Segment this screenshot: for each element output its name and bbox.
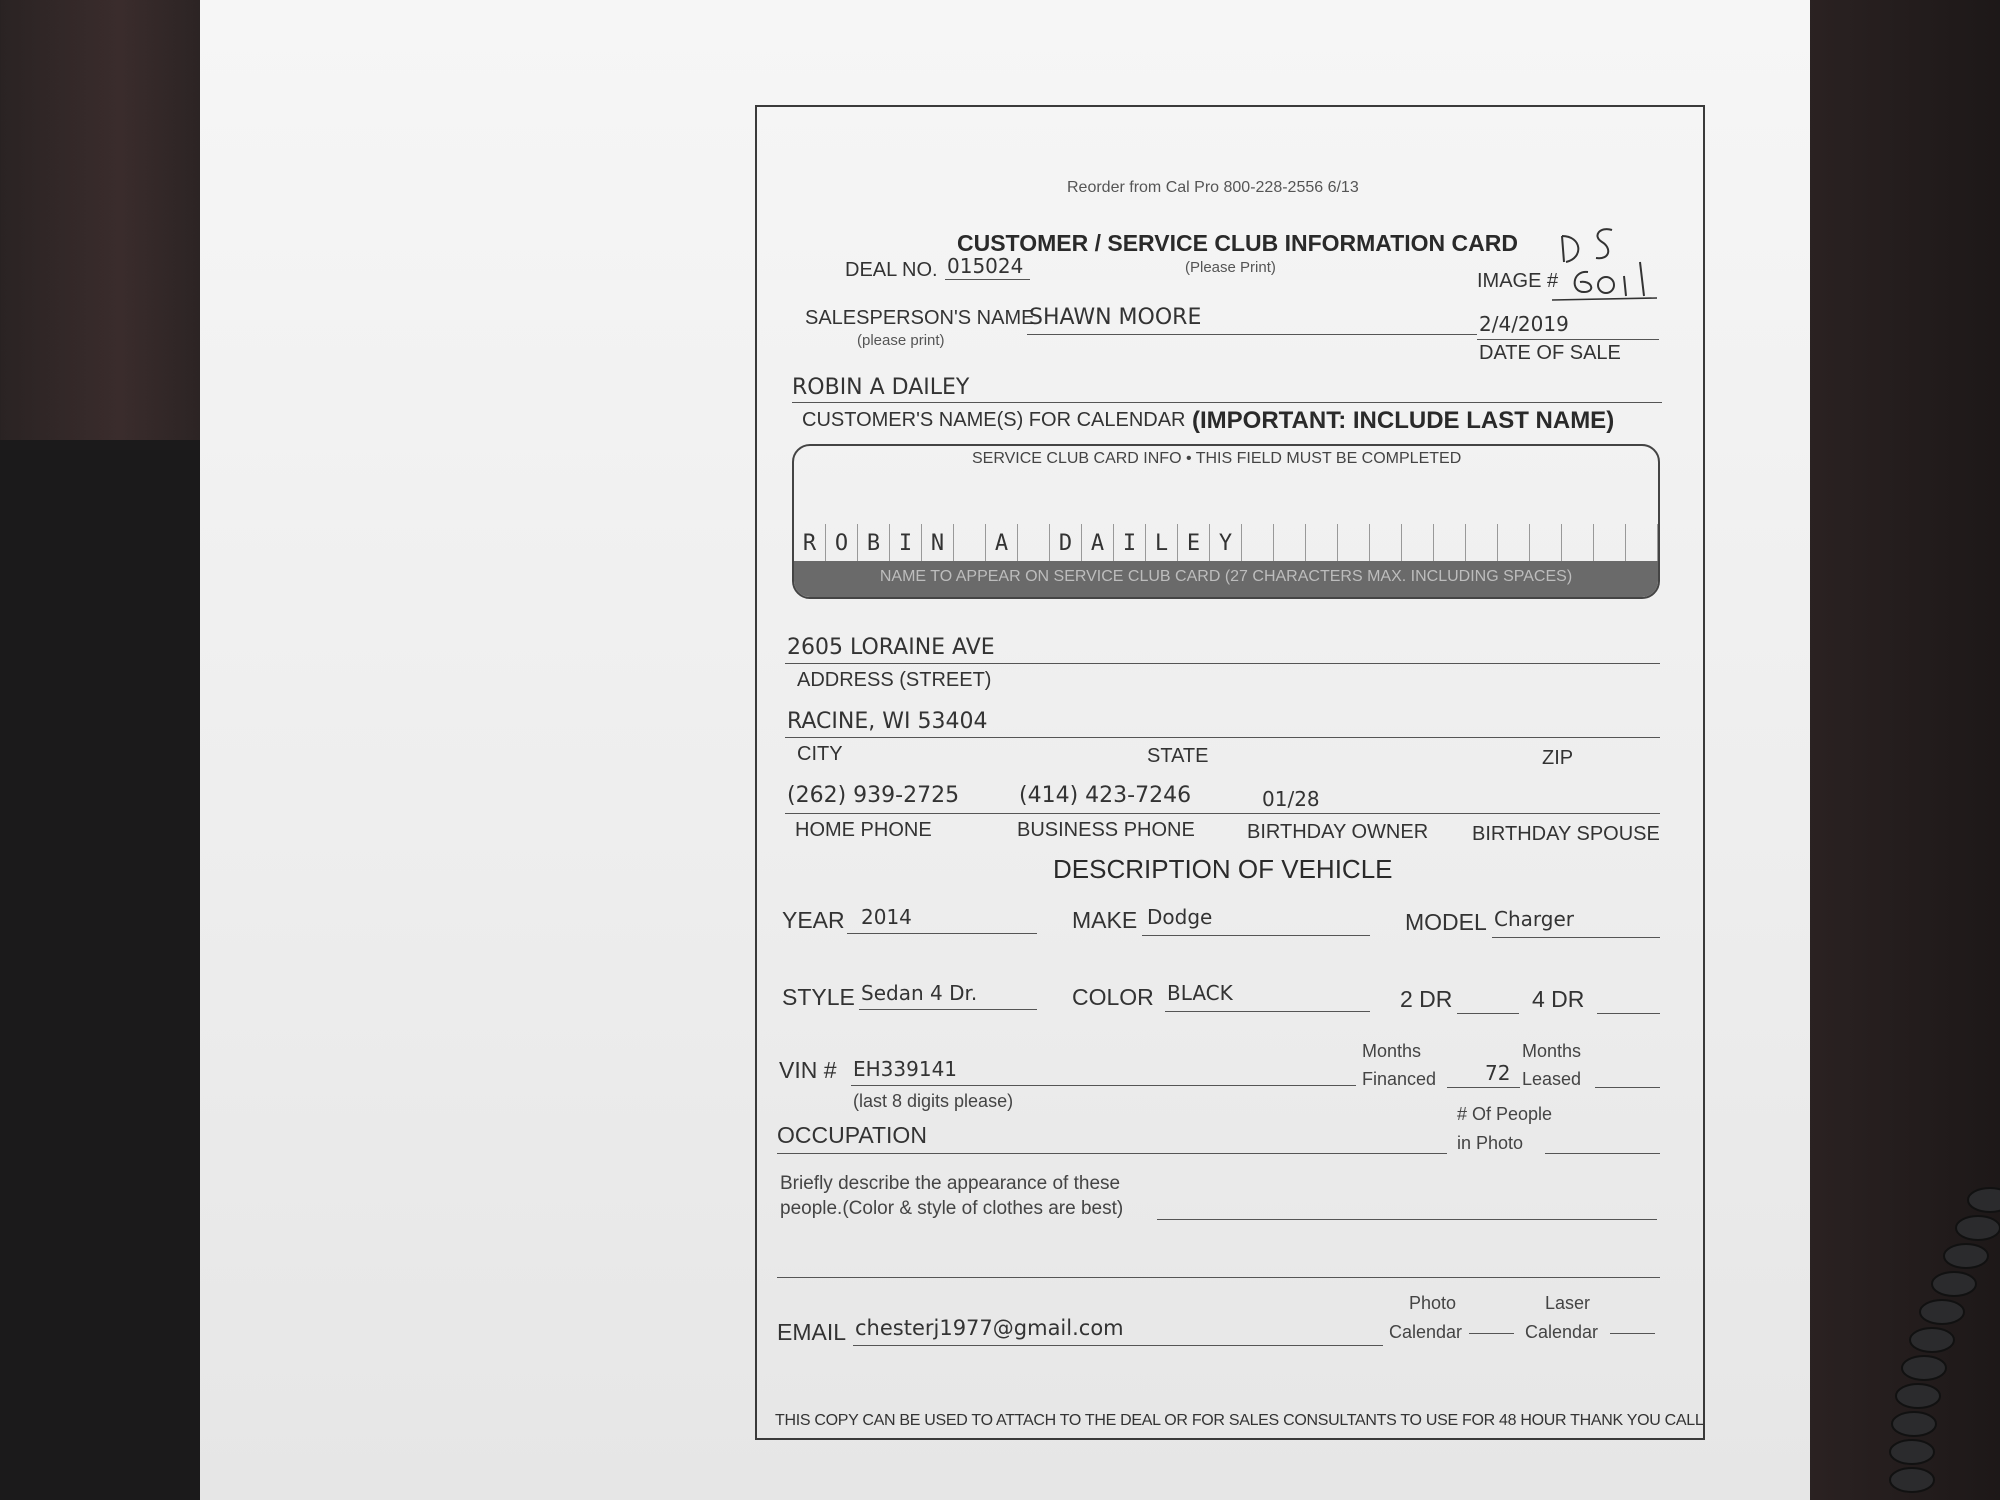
- people-in-photo-bottom: in Photo: [1457, 1133, 1524, 1153]
- customer-name-value: ROBIN A DAILEY: [792, 375, 970, 400]
- card-letter-cell: [1306, 524, 1338, 564]
- service-club-card-box: [792, 444, 1660, 599]
- home-phone-label: HOME PHONE: [795, 819, 932, 841]
- card-letter-cell: B: [858, 524, 890, 564]
- card-letter-cell: [1402, 524, 1434, 564]
- birthday-spouse-label: BIRTHDAY SPOUSE: [1472, 823, 1660, 845]
- card-letter-cell: [1434, 524, 1466, 564]
- address-value: 2605 LORAINE AVE: [787, 635, 995, 660]
- business-phone-label: BUSINESS PHONE: [1017, 819, 1195, 841]
- date-of-sale-label: DATE OF SALE: [1479, 342, 1621, 364]
- vin-sub-label: (last 8 digits please): [853, 1091, 1014, 1111]
- card-letter-cell: [1498, 524, 1530, 564]
- occupation-label: OCCUPATION: [777, 1122, 927, 1148]
- photo-calendar-top: Photo: [1409, 1293, 1457, 1313]
- vehicle-heading: DESCRIPTION OF VEHICLE: [1053, 854, 1393, 884]
- card-letter-cell: Y: [1210, 524, 1242, 564]
- card-letter-cell: [1562, 524, 1594, 564]
- style-label: STYLE: [782, 984, 855, 1010]
- handwritten-image-number: [1552, 222, 1662, 302]
- year-value: 2014: [861, 905, 912, 929]
- card-letter-cell: A: [1082, 524, 1114, 564]
- card-letter-cell: [1242, 524, 1274, 564]
- zip-label: ZIP: [1542, 747, 1574, 769]
- card-letter-cell: [1466, 524, 1498, 564]
- card-name-letter-grid: [794, 524, 1658, 564]
- months-financed-value: 72: [1485, 1061, 1511, 1085]
- card-letter-cell: [1274, 524, 1306, 564]
- please-print-note: (Please Print): [1185, 259, 1276, 276]
- months-leased-top: Months: [1522, 1041, 1582, 1061]
- service-club-card-header: SERVICE CLUB CARD INFO • THIS FIELD MUST BE COMPLETED: [972, 450, 1462, 467]
- card-letter-cell: I: [890, 524, 922, 564]
- paper-sheet: [200, 0, 1810, 1500]
- salesperson-sub-label: (please print): [857, 332, 945, 349]
- business-phone-value: (414) 423-7246: [1019, 783, 1192, 808]
- city-state-zip-value: RACINE, WI 53404: [787, 709, 988, 734]
- four-door-label: 4 DR: [1532, 986, 1585, 1012]
- make-value: Dodge: [1147, 905, 1213, 929]
- style-value: Sedan 4 Dr.: [861, 981, 978, 1005]
- salesperson-value: SHAWN MOORE: [1029, 305, 1202, 330]
- laser-calendar-bottom: Calendar: [1525, 1322, 1599, 1342]
- birthday-owner-value: 01/28: [1262, 787, 1320, 811]
- form-footer-note: THIS COPY CAN BE USED TO ATTACH TO THE DEAL OR FOR SALES CONSULTANTS TO USE FOR 48 HOUR THANK YOU CALL: [775, 1412, 1704, 1429]
- card-footer-bar: [794, 561, 1658, 597]
- home-phone-value: (262) 939-2725: [787, 783, 960, 808]
- date-of-sale-value: 2/4/2019: [1479, 312, 1569, 336]
- vin-value: EH339141: [853, 1057, 958, 1081]
- desk-background: [0, 440, 215, 1500]
- year-label: YEAR: [782, 907, 845, 933]
- customer-info-card-form: [755, 105, 1705, 1440]
- email-value: chesterj1977@gmail.com: [855, 1316, 1124, 1340]
- card-letter-cell: N: [922, 524, 954, 564]
- card-letter-cell: R: [794, 524, 826, 564]
- model-value: Charger: [1494, 907, 1574, 931]
- birthday-owner-label: BIRTHDAY OWNER: [1247, 821, 1429, 843]
- months-financed-bottom: Financed: [1362, 1069, 1437, 1089]
- two-door-label: 2 DR: [1400, 986, 1453, 1012]
- deal-no-label: DEAL NO.: [845, 259, 938, 281]
- color-value: BLACK: [1167, 981, 1233, 1005]
- card-letter-cell: [1626, 524, 1658, 564]
- card-letter-cell: [1594, 524, 1626, 564]
- card-letter-cell: [954, 524, 986, 564]
- vin-label: VIN #: [779, 1057, 837, 1083]
- reorder-text: Reorder from Cal Pro 800-228-2556 6/13: [1067, 179, 1359, 196]
- card-letter-cell: D: [1050, 524, 1082, 564]
- card-letter-cell: E: [1178, 524, 1210, 564]
- card-letter-cell: [1338, 524, 1370, 564]
- laser-calendar-top: Laser: [1545, 1293, 1591, 1313]
- people-in-photo-top: # Of People: [1457, 1104, 1553, 1124]
- card-letter-cell: [1018, 524, 1050, 564]
- describe-line-1: Briefly describe the appearance of these: [780, 1173, 1121, 1194]
- months-leased-bottom: Leased: [1522, 1069, 1582, 1089]
- address-label: ADDRESS (STREET): [797, 669, 992, 691]
- deal-no-value: 015024: [947, 254, 1024, 278]
- form-title: CUSTOMER / SERVICE CLUB INFORMATION CARD: [957, 230, 1518, 256]
- make-label: MAKE: [1072, 907, 1138, 933]
- card-letter-cell: [1370, 524, 1402, 564]
- image-no-label: IMAGE #: [1477, 270, 1559, 292]
- months-financed-top: Months: [1362, 1041, 1422, 1061]
- card-footer-text: NAME TO APPEAR ON SERVICE CLUB CARD (27 CHARACTERS MAX. INCLUDING SPACES): [879, 568, 1573, 585]
- photo-calendar-bottom: Calendar: [1389, 1322, 1463, 1342]
- model-label: MODEL: [1405, 909, 1487, 935]
- card-letter-cell: A: [986, 524, 1018, 564]
- salesperson-label: SALESPERSON'S NAME: [805, 307, 1035, 329]
- city-label: CITY: [797, 743, 843, 765]
- card-letter-cell: I: [1114, 524, 1146, 564]
- customer-name-label: CUSTOMER'S NAME(S) FOR CALENDAR: [802, 409, 1186, 431]
- card-letter-cell: [1530, 524, 1562, 564]
- state-label: STATE: [1147, 745, 1209, 767]
- coiled-cable: [1850, 1180, 2000, 1500]
- card-letter-cell: L: [1146, 524, 1178, 564]
- describe-line-2: people.(Color & style of clothes are best): [780, 1198, 1124, 1219]
- include-last-name-note: (IMPORTANT: INCLUDE LAST NAME): [1192, 407, 1615, 434]
- card-letter-cell: O: [826, 524, 858, 564]
- color-label: COLOR: [1072, 984, 1154, 1010]
- email-label: EMAIL: [777, 1319, 847, 1345]
